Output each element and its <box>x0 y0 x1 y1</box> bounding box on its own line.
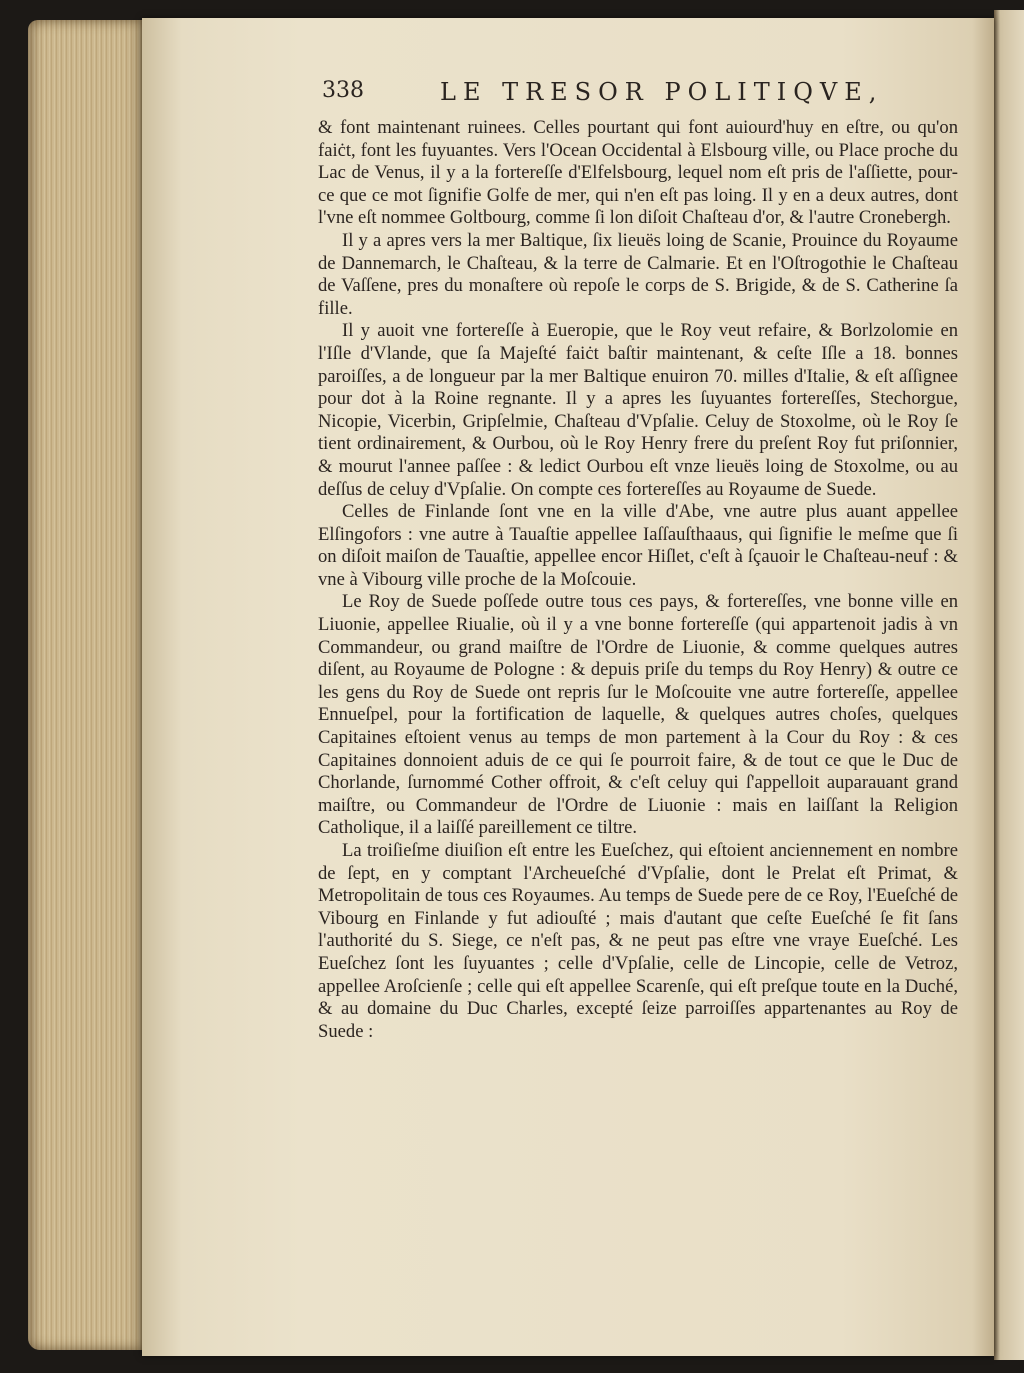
paragraph-4: Celles de Finlande ſont vne en la ville d'Abe, vne autre plus auant appellee Elſingofors : vne autre à Tauaſtie appellee Iaſſauſthaaus, qui ſignifie le meſme que ſi on diſoit maiſon de Tauaſtie, appellee encor Hiſlet, c'eſt à ſçauoir le Chaſteau-neuf : & vne à Vibourg ville proche de la Moſcouie. <box>318 501 958 590</box>
running-title: LE TRESOR POLITIQVE, <box>440 78 884 106</box>
paragraph-6: La troiſieſme diuiſion eſt entre les Eueſchez, qui eſtoient anciennement en nombre de ſept, en y comptant l'Archeueſché d'Vpſalie, dont le Prelat eſt Primat, & Metropolitain de tous ces Royaumes. Au temps de Suede pere de ce Roy, l'Eueſché de Vibourg en Finlande y fut adiouſté ; mais d'autant que ceſte Eueſché ſe fit ſans l'authorité du S. Siege, ce n'eſt pas, & ne peut pas eſtre vne vraye Eueſché. Les Eueſchez ſont les ſuyuantes ; celle d'Vpſalie, celle de Lincopie, celle de Vetroz, appellee Aroſcienſe ; celle qui eſt appellee Scarenſe, qui eſt preſque toute en la Duché, & au domaine du Duc Charles, excepté ſeize parroiſſes appartenantes au Roy de Suede : <box>318 840 958 1042</box>
paragraph-3: Il y auoit vne fortereſſe à Eueropie, que le Roy veut refaire, & Borlzolomie en l'Iſle d'Vlande, que ſa Majeſté faiċt baſtir maintenant, & ceſte Iſle a 18. bonnes paroiſſes, a de longueur par la mer Baltique enuiron 70. milles d'Italie, & eſt aſſignee pour dot à la Roine regnante. Il y a apres les ſuyuantes fortereſſes, Stechorgue, Nicopie, Vicerbin, Gripſelmie, Chaſteau d'Vpſalie. Celuy de Stoxolme, où le Roy ſe tient ordinairement, & Ourbou, où le Roy Henry frere du preſent Roy fut priſonnier, & mourut l'annee paſſee : & ledict Ourbou eſt vnze lieuës loing de Stoxolme, ou au deſſus de celuy d'Vpſalie. On compte ces fortereſſes au Royaume de Suede. <box>318 320 958 500</box>
page-number: 338 <box>322 78 364 103</box>
paragraph-5: Le Roy de Suede poſſede outre tous ces pays, & fortereſſes, vne bonne ville en Liuonie, appellee Riualie, où il y a vne bonne fortereſſe (qui appartenoit jadis à vn Commandeur, ou grand maiſtre de l'Ordre de Liuonie, & comme quelques autres diſent, au Royaume de Pologne : & depuis priſe du temps du Roy Henry) & outre ce les gens du Roy de Suede ont repris ſur le Moſcouite vne autre fortereſſe, appellee Ennueſpel, pour la fortification de laquelle, & quelques autres choſes, quelques Capitaines eſtoient venus au temps de mon partement à la Cour du Roy : & ces Capitaines donnoient aduis de ce qui ſe pourroit faire, & de tout ce que le Duc de Chorlande, ſurnommé Cother offroit, & c'eſt celuy qui ſ'appelloit auparauant grand maiſtre, ou Commandeur de l'Ordre de Liuonie : mais en laiſſant la Religion Catholique, il a laiſſé pareillement ce tiltre. <box>318 591 958 839</box>
paragraph-1: & font maintenant ruinees. Celles pourtant qui font auiourd'huy en eſtre, ou qu'on faiċt, font les fuyuantes. Vers l'Ocean Occidental à Elsbourg ville, ou Place proche du Lac de Venus, il y a la fortereſſe d'Elfelsbourg, lequel nom eſt pris de l'aſſiette, pour-ce que ce mot ſignifie Golfe de mer, qui n'en eſt pas loing. Il y en a deux autres, dont l'vne eſt nommee Goltbourg, comme ſi lon diſoit Chaſteau d'or, & l'autre Cronebergh. <box>318 117 958 229</box>
paragraph-2: Il y a apres vers la mer Baltique, ſix lieuës loing de Scanie, Prouince du Royaume de Dannemarch, le Chaſteau, & la terre de Calmarie. Et en l'Oſtrogothie le Chaſteau de Vaſſene, pres du monaſtere où repoſe le corps de S. Brigide, & de S. Catherine ſa fille. <box>318 229 958 319</box>
body-text <box>318 117 958 1043</box>
running-head <box>322 78 884 112</box>
facing-page-edge <box>994 10 1024 1360</box>
book-fore-edge <box>28 20 146 1350</box>
